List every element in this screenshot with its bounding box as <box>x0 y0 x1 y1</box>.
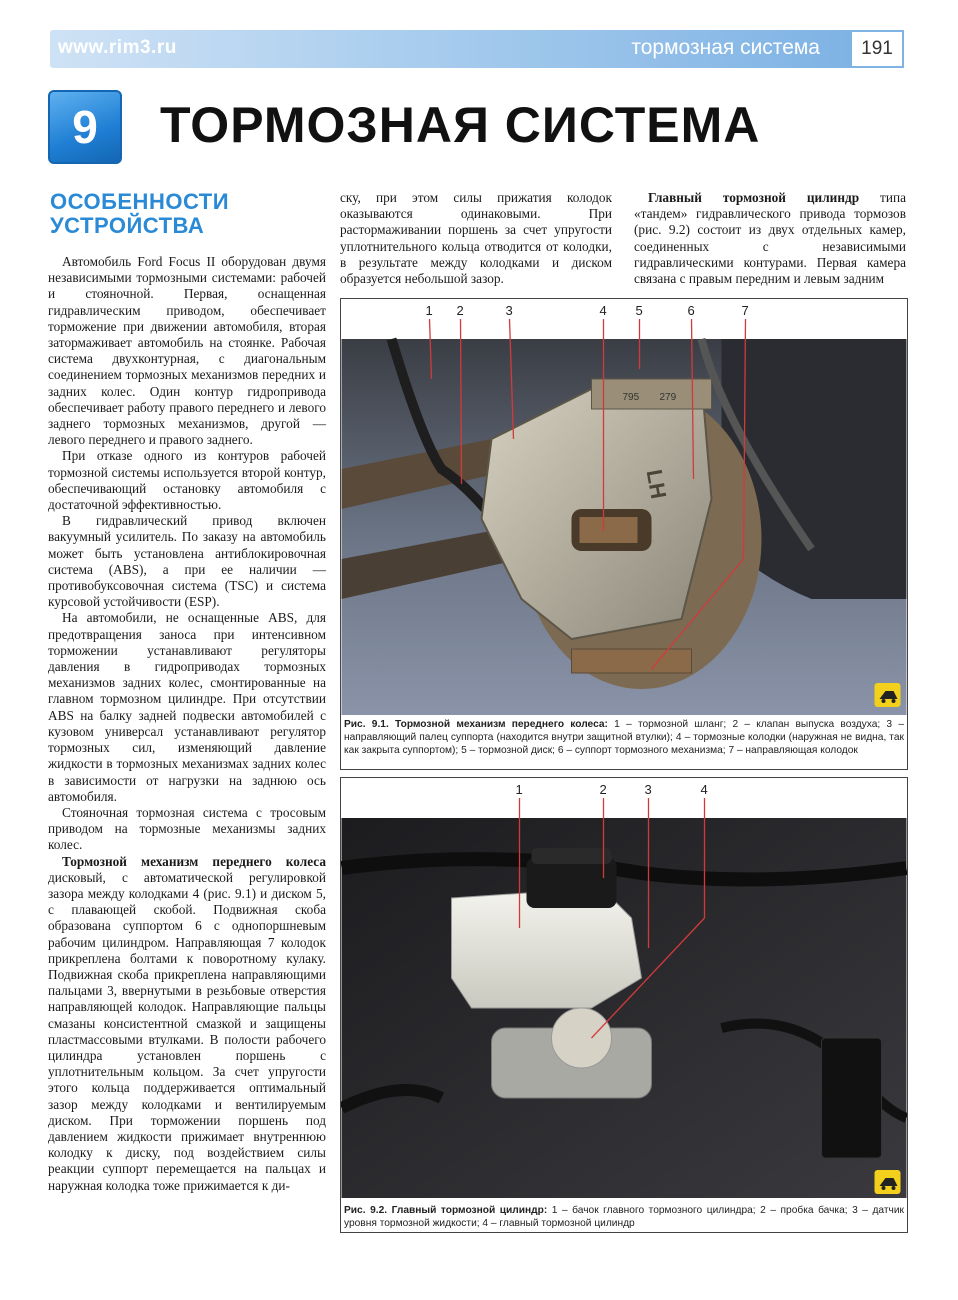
figure-9-1-caption <box>344 718 904 757</box>
text-column-2 <box>340 190 612 287</box>
caption-label: Рис. 9.1. Тормозной механизм переднего колеса: <box>344 719 608 730</box>
figure-9-2-photo <box>341 778 907 1198</box>
section-title <box>50 190 320 238</box>
callout-6: 6 <box>687 303 695 318</box>
caliper-mark: LH <box>641 467 672 501</box>
caption-text: 1 – тормозной шланг; 2 – клапан выпуска воздуха; 3 – направляющий палец суппорта (находится внутри защитной втулки); 4 – тормозные колодки (наружная не видна, так как закрыта суппортом); 5 – тормозной диск; 6 – суппорт тормозного механизма; 7 – направляющая колодок <box>344 719 904 756</box>
callout-1: 1 <box>425 303 433 318</box>
callout-4: 4 <box>599 303 607 318</box>
paragraph: В гидравлический привод включен вакуумный усилитель. По заказу на автомобиль может быть установлена антиблокировочная система (ABS), а при ее наличии — противобуксовочная система (TSC) и система курсовой устойчивости (ESP). <box>48 513 326 610</box>
paragraph-bold-lead: Главный тормозной цилиндр <box>648 190 860 205</box>
chapter-number: 9 <box>72 101 98 153</box>
paragraph: При отказе одного из контуров рабочей тормозной системы используется второй контур, обеспечивающий остановку автомобиля с достаточной эффективностью. <box>48 448 326 513</box>
callout-2: 2 <box>599 782 607 797</box>
figure-9-1 <box>340 298 908 770</box>
figure-9-2 <box>340 777 908 1233</box>
callout-2: 2 <box>456 303 464 318</box>
text-column-3 <box>634 190 906 287</box>
paragraph-body: типа «тандем» гидравлического привода тормозов (рис. 9.2) состоит из двух отдельных камер, соединенных с независимыми гидравлическими контурами. Первая камера связана с правым передним и левым задним <box>634 190 906 287</box>
chapter-badge <box>48 90 122 164</box>
page-number: 191 <box>861 38 893 59</box>
car-repair-icon <box>875 683 901 707</box>
paragraph: Стояночная тормозная система с тросовым приводом на тормозные механизмы задних колес. <box>48 804 326 853</box>
text-column-1 <box>48 254 326 1194</box>
stamp-text-2: 279 <box>659 392 677 403</box>
caption-label: Рис. 9.2. Главный тормозной цилиндр: <box>344 1205 548 1216</box>
paragraph: Автомобиль Ford Focus II оборудован двумя независимыми тормозными системами: рабочей и стояночной. Первая, оснащенная гидравлическим приводом, обеспечивает торможение при движении автомобиля, вторая затормаживает автомобиль на стоянке. Рабочая система двухконтурная, с диагональным соединением тормозных механизмов передних и задних колес. Один контур гидропривода обеспечивает работу правого переднего и левого заднего тормозных механизмов, другой — левого переднего и правого заднего. <box>48 254 326 448</box>
section-title-line1: ОСОБЕННОСТИ <box>50 189 230 214</box>
stamp-text-1: 795 <box>622 392 640 403</box>
site-url: www.rim3.ru <box>58 37 177 58</box>
paragraph-body: дисковый, с автоматической регулировкой зазора между колодками 4 (рис. 9.1) и диском 5, с плавающей скобой. Подвижная скоба образована суппортом 6 с однопоршневым рабочим цилиндром. Направляющая 7 колодок прикреплена болтами к поворотному кулаку. Подвижная скоба прикреплена направляющими пальцами 3, ввернутыми в резьбовые отверстия направляющей колодок. Направляющие пальцы смазаны консистентной смазкой и защищены пластмассовыми втулками. В полости рабочего цилиндра установлен поршень с уплотнительным кольцом. За счет упругости этого кольца поддерживается оптимальный зазор между колодками и вентилируемым диском. При торможении поршень под давлением жидкости прижимает внутреннюю колодку к диску, под воздействием силы реакции суппорт перемещается на пальцах и наружная колодка тоже прижимается к ди- <box>48 869 326 1193</box>
figure-9-1-photo <box>341 299 907 715</box>
caption-text: 1 – бачок главного тормозного цилиндра; 2 – пробка бачка; 3 – датчик уровня тормозной жидкости; 4 – главный тормозной цилиндр <box>344 1205 904 1229</box>
callout-3: 3 <box>505 303 513 318</box>
callout-3: 3 <box>644 782 652 797</box>
header-section-title: тормозная система <box>631 36 820 59</box>
page-number-box <box>852 30 904 68</box>
paragraph <box>48 854 326 1194</box>
paragraph <box>634 190 906 287</box>
figure-9-2-caption <box>344 1204 904 1230</box>
callout-5: 5 <box>635 303 643 318</box>
callout-7: 7 <box>741 303 749 318</box>
car-repair-icon <box>875 1170 901 1194</box>
section-title-line2: УСТРОЙСТВА <box>50 213 205 238</box>
paragraph: ску, при этом силы прижатия колодок оказываются одинаковыми. При растормаживании поршень за счет упругости уплотнительного кольца отводится от колодки, в результате между колодками и диском образуется небольшой зазор. <box>340 190 612 287</box>
callout-4: 4 <box>700 782 708 797</box>
paragraph: На автомобили, не оснащенные ABS, для предотвращения заноса при интенсивном торможении устанавливают регуляторы давления в гидроприводах тормозных механизмов задних колес, смонтированные на главном тормозном цилиндре. При отсутствии ABS на балку задней подвески автомобилей с кузовом универсал устанавливают регулятор тормозных сил, изменяющий давление жидкости в тормозных механизмах задних колес в зависимости от нагрузки на заднюю ось автомобиля. <box>48 610 326 804</box>
paragraph-bold-lead: Тормозной механизм переднего колеса <box>62 853 326 869</box>
callout-1: 1 <box>515 782 523 797</box>
chapter-title: ТОРМОЗНАЯ СИСТЕМА <box>160 97 761 153</box>
